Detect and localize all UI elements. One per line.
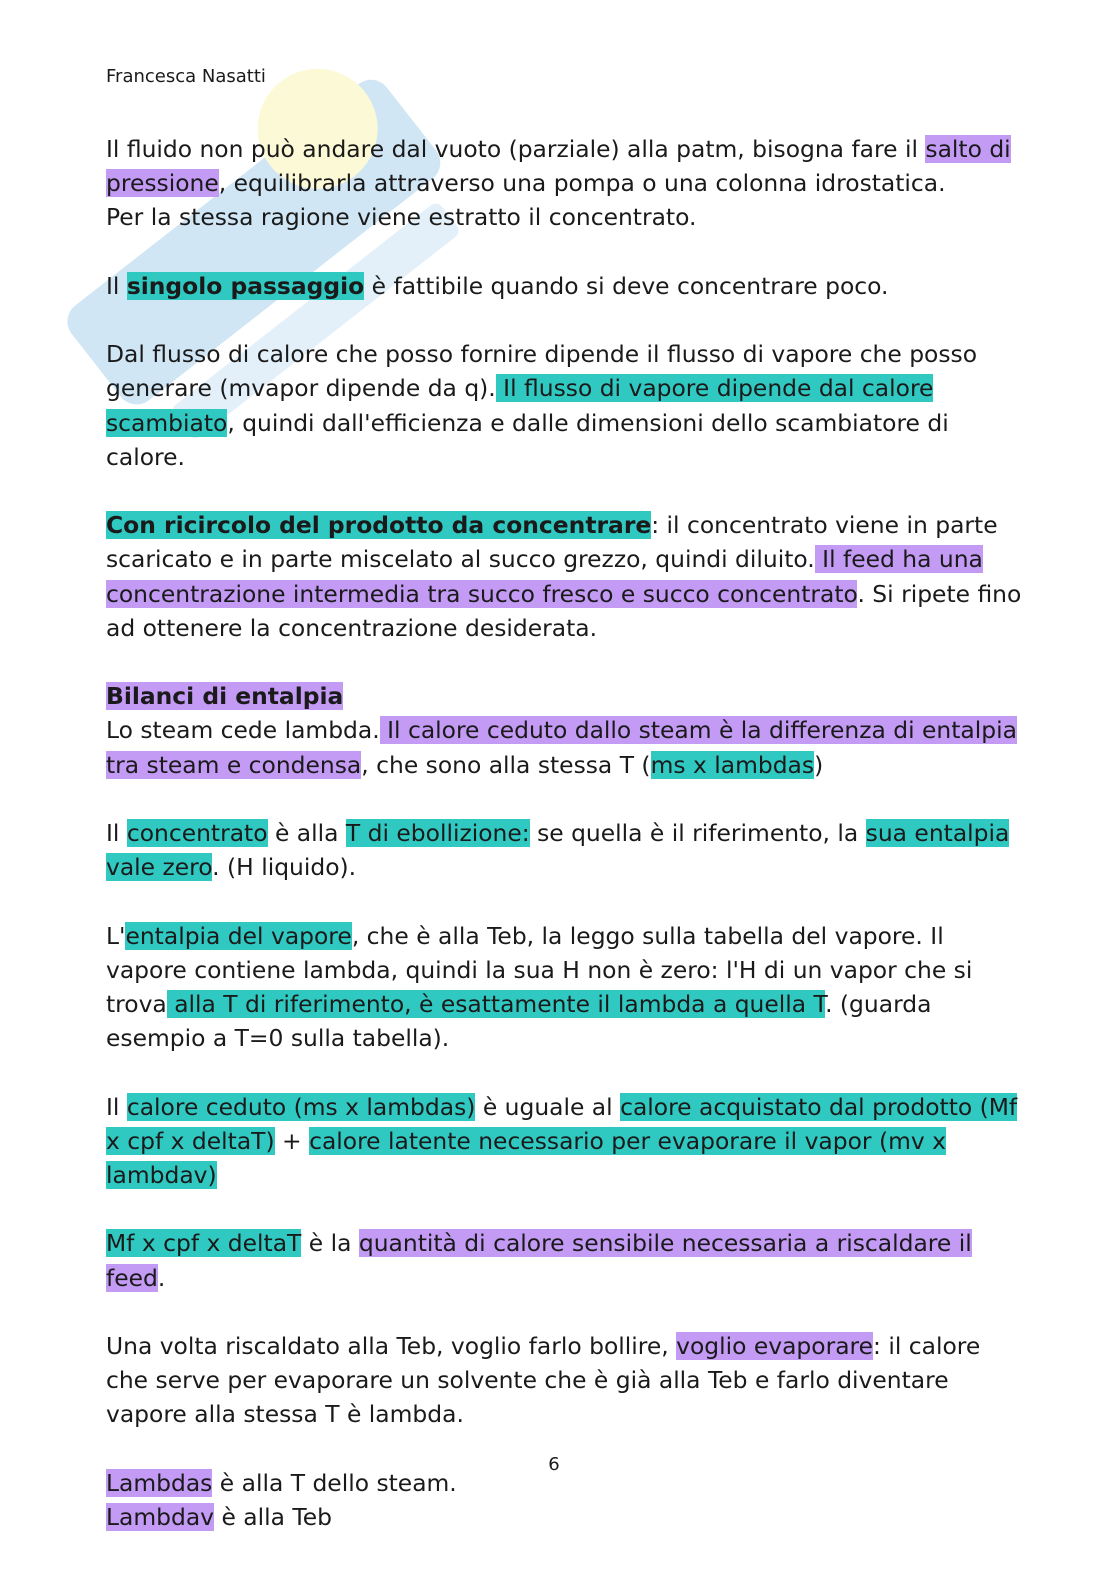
text: Il fluido non può andare dal vuoto (parziale) alla patm, bisogna fare il [106, 135, 926, 163]
paragraph-pressure [106, 132, 1026, 235]
paragraph-recirculation [106, 508, 1026, 645]
highlight: sua entalpia vale zero [106, 818, 1010, 882]
highlight-bold: singolo passaggio [126, 271, 365, 300]
text: Per la stessa ragione viene estratto il concentrato. [106, 203, 697, 232]
highlight: Il calore ceduto dallo steam è la differenza di entalpia tra steam e condensa [106, 716, 1017, 779]
text: Il [106, 818, 127, 847]
text: . (H liquido). [212, 853, 357, 882]
paragraph-concentrate [106, 816, 1026, 884]
text: : il concentrato viene in parte scaricato e in parte miscelato al succo grezzo, quindi diluito. [106, 511, 998, 574]
text: : il calore che serve per evaporare un solvente che è già alla Teb e farlo diventare vapore alla stessa T è lambda. [106, 1331, 981, 1429]
text: Il [106, 271, 127, 300]
text: ) [814, 750, 824, 779]
paragraph-vapor-enthalpy [106, 919, 1026, 1056]
highlight: voglio evaporare [676, 1331, 874, 1360]
highlight: concentrato [126, 818, 268, 847]
highlight: Il flusso di vapore dipende dal calore scambiato [106, 374, 934, 437]
section-heading: Bilanci di entalpia [106, 682, 344, 711]
text: L' [106, 921, 126, 950]
text: è alla [267, 818, 346, 847]
text: è fattibile quando si deve concentrare poco. [364, 271, 889, 300]
text: . [157, 1263, 166, 1292]
highlight-bold: Con ricircolo del prodotto da concentrare [106, 511, 652, 540]
paragraph-enthalpy-balance [106, 679, 1026, 782]
text: se quella è il riferimento, la [529, 818, 866, 847]
highlight: calore ceduto (ms x lambdas) [126, 1092, 476, 1121]
highlight: calore acquistato dal prodotto (Mf x cpf x deltaT) [106, 1092, 1018, 1155]
text: + [274, 1126, 310, 1155]
paragraph-evaporation [106, 1329, 1026, 1432]
text: , che sono alla stessa T ( [361, 750, 651, 779]
highlight: Mf x cpf x deltaT [106, 1229, 302, 1258]
paragraph-single-pass [106, 269, 1026, 303]
highlight: entalpia del vapore [125, 921, 352, 950]
page-header-author: Francesca Nasatti [106, 66, 266, 87]
highlight: Lambdav [106, 1502, 215, 1531]
text: , equilibrarla attraverso una pompa o una colonna idrostatica. [218, 169, 946, 198]
text: Lo steam cede lambda. [106, 716, 380, 745]
highlight: Il feed ha una concentrazione intermedia tra succo fresco e succo concentrato [106, 545, 983, 608]
paragraph-sensible-heat [106, 1226, 1026, 1294]
text: Una volta riscaldato alla Teb, voglio farlo bollire, [106, 1331, 677, 1360]
text: , quindi dall'efficienza e dalle dimensioni dello scambiatore di calore. [106, 408, 949, 471]
highlight: alla T di riferimento, è esattamente il lambda a quella T [166, 989, 826, 1018]
paragraph-heat-balance [106, 1090, 1026, 1193]
text: . Si ripete fino ad ottenere la concentrazione desiderata. [106, 579, 1022, 642]
text: Dal flusso di calore che posso fornire dipende il flusso di vapore che posso generare (mvapor dipende da q). [106, 340, 978, 403]
paragraph-heat-flow [106, 337, 1026, 474]
paragraph-lambdas [106, 1466, 1026, 1534]
highlight: ms x lambdas [650, 750, 815, 779]
highlight: Lambdas [106, 1468, 213, 1497]
text: è alla Teb [214, 1502, 332, 1531]
page-number: 6 [548, 1454, 560, 1475]
highlight: quantità di calore sensibile necessaria a riscaldare il feed [106, 1229, 972, 1292]
text: è alla T dello steam. [212, 1468, 457, 1497]
text: . (guarda esempio a T=0 sulla tabella). [106, 989, 932, 1053]
text: è la [301, 1229, 359, 1258]
highlight: salto di pressione [106, 135, 1011, 198]
document-body [106, 132, 1026, 1534]
text: è uguale al [475, 1092, 621, 1121]
text: Il [106, 1092, 127, 1121]
text: , che è alla Teb, la leggo sulla tabella del vapore. Il vapore contiene lambda, quindi la sua H non è zero: l'H di un vapor che si trova [106, 921, 973, 1018]
highlight: T di ebollizione: [345, 818, 530, 847]
highlight: calore latente necessario per evaporare il vapor (mv x lambdav) [106, 1126, 947, 1189]
